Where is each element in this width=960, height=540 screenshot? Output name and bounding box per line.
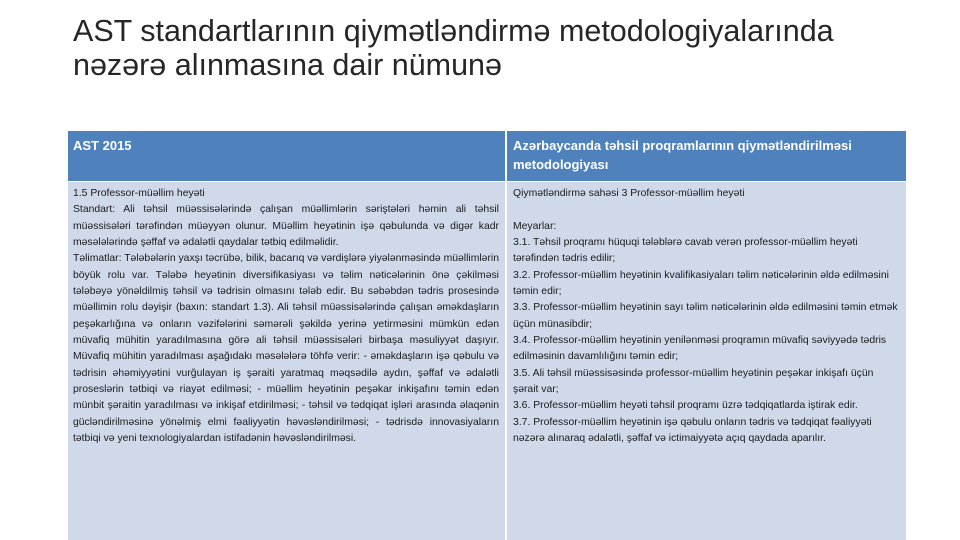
- standard-heading: 1.5 Professor-müəllim heyəti: [73, 188, 205, 199]
- criterion-item: 3.2. Professor-müəllim heyətinin kvalifikasiyaları təlim nəticələrinin əldə edilməsini təmin edir;: [513, 269, 889, 298]
- guidelines-text: Təlimatlar: Tələbələrin yaxşı təcrübə, bilik, bacarıq və vərdişlərə yiyələnməsində müəllimlərin böyük rolu var. Tələbə heyətinin diversifikasiyası və təlim nəticələrinin önə çəkilməsi tələbəyə yönəldilmiş təhsil və tədrisin olmasını tələb edir. Bu səbəbdən tədris prosesində müəllimin rolu dəyişir (baxın: standart 1.3). Ali təhsil müəssisələrində çalışan əməkdaşların peşəkarlığına və onların vəzifələrini səmərəli şəkildə yerinə yetirməsini mümkün edən müvafiq mühitin yaradılmasına görə ali təhsil müəssisələri birbaşa məsuliyyət daşıyır. Müvafiq mühitin yaradılması aşağıdakı məsələlərə töhfə verir: - əməkdaşların işə qəbulu və tədrisin əhəmiyyətini vurğulayan iş şəraiti yaratmaq məqsədilə aydın, şəffaf və ədalətli proseslərin tətbiqi və riayət edilməsi; - müəllim heyətinin peşəkar inkişafını təmin edən münbit şəraitin yaradılması və inkişaf etdirilməsi; - təhsil və tədqiqat işləri arasında əlaqənin gücləndirilməsinə yönəlmiş elmi fəaliyyətin həvəsləndirilməsi; - tədrisdə innovasiyaların tətbiqi və yeni texnologiyalardan istifadənin həvəsləndirilməsi.: [73, 253, 500, 445]
- criterion-item: 3.7. Professor-müəllim heyətinin işə qəbulu onların tədris və tədqiqat fəaliyyəti nəzərə alınaraq ədalətli, şəffaf və ictimaiyyətə açıq qaydada aparılır.: [513, 416, 872, 445]
- criteria-label: Meyarlar:: [513, 220, 557, 232]
- header-cell-ast: AST 2015: [73, 138, 132, 153]
- slide-title: AST standartlarının qiymətləndirmə metodologiyalarında nəzərə alınmasına dair nümunə: [73, 14, 834, 82]
- header-cell-azerbaijan: Azərbaycanda təhsil proqramlarının qiymətləndirilməsi metodologiyası: [513, 138, 852, 172]
- comparison-table: [68, 131, 906, 540]
- criterion-item: 3.6. Professor-müəllim heyəti təhsil proqramı üzrə tədqiqatlarda iştirak edir.: [513, 400, 858, 412]
- criterion-item: 3.1. Təhsil proqramı hüquqi tələblərə cavab verən professor-müəllim heyəti tərəfindən tədris edilir;: [513, 237, 858, 265]
- criterion-item: 3.5. Ali təhsil müəssisəsində professor-müəllim heyətinin peşəkar inkişafı üçün şərait var;: [513, 367, 874, 396]
- criterion-item: 3.4. Professor-müəllim heyətinin yenilənməsi proqramın müvafiq səviyyədə tədris edilməsinin davamlılığını təmin edir;: [513, 335, 887, 363]
- spacer: [513, 202, 898, 218]
- assessment-area-heading: Qiymətləndirmə sahəsi 3 Professor-müəllim heyəti: [513, 188, 745, 199]
- standard-text: Standart: Ali təhsil müəssisələrində çalışan müəllimlərin səriştələri həmin ali təhsil müəssisələri tərəfindən müəyyən olunur. Müəllim heyətinin işə qəbulunda və digər kadr məsələlərində şəffaf və ədalətli qaydalar tətbiq edilməlidir.: [73, 204, 499, 249]
- methodology-cell: [513, 186, 898, 448]
- ast-standard-cell: [73, 186, 499, 448]
- criterion-item: 3.3. Professor-müəllim heyətinin sayı təlim nəticələrinin əldə edilməsini təmin etmək üçün münasibdir;: [513, 302, 898, 330]
- column-divider: [505, 131, 507, 540]
